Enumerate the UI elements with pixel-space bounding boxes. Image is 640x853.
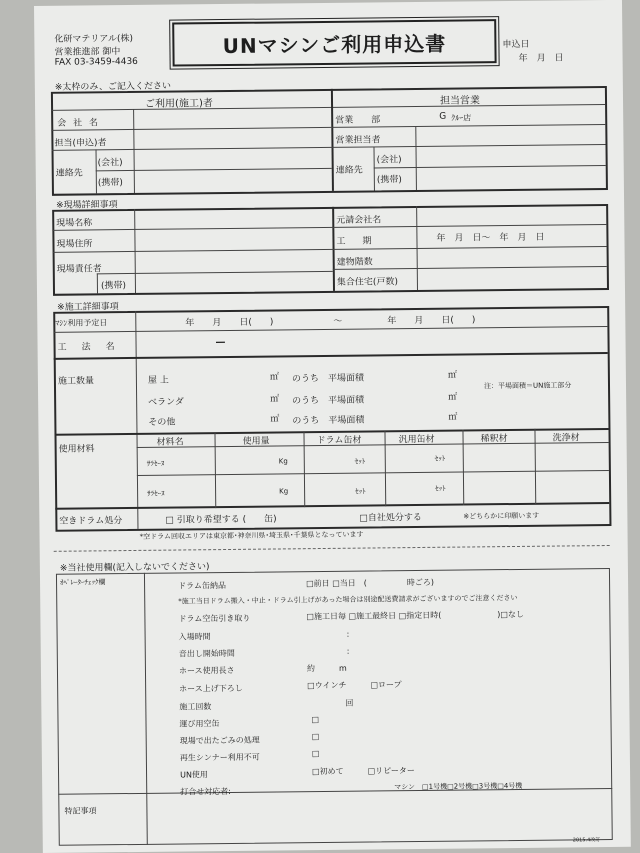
contractor-label: 元請会社名	[336, 215, 382, 226]
materials-label: 使用材料	[58, 444, 95, 455]
mat-header-thinner: 稀釈材	[480, 434, 508, 445]
sales-person-label: 営業担当者	[335, 135, 381, 146]
cut-line	[54, 545, 610, 552]
machine-date-label: ﾏｼﾝ利用予定日	[55, 318, 108, 328]
qty-text-roof: のうち 平場面積	[291, 373, 364, 385]
office-item-hose-length: ホース使用長さ	[178, 665, 235, 676]
site-section-label: ※現場詳細事項	[56, 200, 118, 211]
qty-unit-veranda: ㎡	[270, 394, 280, 405]
method-label: 工 法 名	[57, 342, 118, 353]
housing-label: 集合住宅(戸数)	[336, 277, 398, 288]
qty-unit2-veranda: ㎡	[448, 392, 458, 403]
mat-header-cleaner: 洗浄材	[552, 433, 580, 444]
drum-area-note: *空ドラム回収エリアは東京都･神奈川県･埼玉県･千葉県となっています	[139, 530, 364, 541]
mat-row2-general: ｾｯﾄ	[435, 484, 446, 493]
company-input[interactable]	[135, 109, 329, 128]
office-item-can-pickup: ドラム空缶引き取り	[178, 613, 251, 624]
office-check-thinner[interactable]: □	[311, 749, 320, 759]
disposal-self-option[interactable]: □自社処分する	[359, 512, 422, 524]
qty-place-roof: 屋 上	[147, 375, 169, 386]
department: 営業推進部 御中	[54, 47, 121, 58]
operator-check-label: ｵﾍﾟﾚｰﾀｰﾁｪｯｸ欄	[59, 578, 106, 587]
office-item-hose-lift: ホース上げ下ろし	[179, 683, 243, 694]
mat-row2-unit: Kg	[279, 487, 289, 496]
mat-header-name: 材料名	[156, 437, 184, 448]
person-label: 担当(申込)者	[54, 138, 107, 149]
special-notes-label: 特記事項	[64, 806, 97, 816]
mat-row1-unit: Kg	[278, 457, 288, 466]
office-value-entry-time[interactable]: :	[346, 629, 350, 639]
office-item-carry-can: 運び用空缶	[179, 719, 220, 729]
sales-company-input[interactable]	[418, 146, 604, 166]
qty-unit-roof: ㎡	[269, 372, 279, 383]
contact-label: 連絡先	[55, 168, 83, 179]
apply-date-label: 申込日	[502, 39, 530, 51]
office-item-entry-time: 入場時間	[178, 632, 211, 642]
person-input[interactable]	[135, 129, 329, 148]
period-value[interactable]: 年 月 日〜 年 月 日	[436, 232, 545, 244]
sales-group: G	[439, 111, 447, 122]
revision-code: 2015.4改訂	[572, 837, 601, 844]
user-header: ご利用(施工)者	[144, 98, 213, 110]
site-name-input[interactable]	[136, 209, 330, 228]
mat-header-general: 汎用缶材	[398, 434, 435, 446]
contact-mobile-sub: (携帯)	[97, 178, 123, 189]
office-value-drum-delivery[interactable]: □前日 □当日 ( 時ごろ)	[306, 577, 435, 589]
quantity-label: 施工数量	[57, 376, 95, 387]
qty-text-veranda: のうち 平場面積	[292, 395, 365, 407]
office-value-hose-lift[interactable]: □ウインチ □ロープ	[307, 680, 402, 691]
office-item-meeting-staff: 打合せ対応者:	[180, 786, 231, 797]
special-notes-input[interactable]	[148, 790, 610, 844]
mat-row1-general: ｾｯﾄ	[434, 454, 446, 463]
qty-unit-other: ㎡	[270, 414, 280, 425]
qty-text-other: のうち 平場面積	[292, 415, 365, 427]
mat-row2-drum: ｾｯﾄ	[355, 487, 366, 496]
fax-number: FAX 03-3459-4436	[54, 56, 138, 68]
office-value-un-use[interactable]: □初めて □リピーター	[311, 766, 415, 777]
sales-dept-label: 営業 部	[335, 115, 381, 126]
sales-mobile-sub: (携帯)	[376, 175, 402, 186]
office-item-thinner: 再生シンナー利用不可	[179, 752, 260, 763]
office-value-work-count[interactable]: 回	[345, 698, 354, 708]
period-label: 工 期	[336, 236, 376, 247]
housing-input[interactable]	[419, 268, 605, 287]
site-address-input[interactable]	[136, 229, 330, 250]
office-value-machine-no[interactable]: マシン □1号機□2号機□3号機□4号機	[394, 781, 523, 792]
mat-header-drum: ドラム缶材	[316, 435, 362, 447]
office-section-label: ※当社使用欄(記入しないでください)	[59, 562, 210, 574]
office-check-carry-can[interactable]: □	[311, 715, 320, 725]
sales-company-sub: (会社)	[376, 155, 402, 166]
qty-place-veranda: ベランダ	[148, 397, 184, 408]
machine-date-to[interactable]: 年 月 日( )	[387, 315, 476, 327]
site-name-label: 現場名称	[56, 218, 93, 229]
office-value-can-pickup[interactable]: □施工日毎 □施工最終日 □指定日時( )□なし	[306, 609, 525, 622]
sales-mobile-input[interactable]	[418, 167, 604, 187]
office-item-work-count: 施工回数	[179, 702, 212, 712]
mat-row1-drum: ｾｯﾄ	[354, 457, 366, 466]
sales-group-suffix: ｸﾙｰ店	[451, 113, 472, 123]
disposal-pickup-option[interactable]: □ 引取り希望する ( 缶)	[165, 514, 277, 526]
company-name: 化研マテリアル(株)	[54, 33, 134, 45]
office-item-sound-start: 音出し開始時間	[178, 648, 235, 659]
sales-contact-label: 連絡先	[335, 165, 363, 176]
sales-header: 担当営業	[439, 95, 481, 107]
contact-company-sub: (会社)	[97, 158, 123, 169]
machine-date-from[interactable]: 年 月 日( )	[185, 317, 274, 329]
office-check-waste[interactable]: □	[311, 732, 320, 742]
company-label: 会 社 名	[57, 118, 101, 129]
apply-date-ymd[interactable]: 年 月 日	[518, 53, 564, 64]
contact-mobile-input[interactable]	[136, 170, 330, 190]
contact-company-input[interactable]	[136, 149, 330, 169]
sales-person-input[interactable]	[417, 126, 603, 145]
qty-unit2-roof: ㎡	[447, 370, 457, 381]
disposal-note: ※どちらかに印願います	[463, 511, 540, 521]
thick-frame-note: ※太枠のみ、ご記入ください	[54, 81, 171, 93]
office-note-extra-fee: *施工当日ドラム搬入・中止・ドラム引上げがあった場合は別途配送費請求がございますのでご注意ください	[178, 593, 518, 606]
mat-header-amount: 使用量	[242, 436, 270, 447]
mat-row1-name: ｻﾗｾｰﾇ	[146, 459, 165, 468]
office-item-un-use: UN使用	[180, 770, 208, 780]
quantity-note: 注：平場面積＝UN施工部分	[483, 381, 572, 391]
machine-date-tilde: 〜	[333, 316, 343, 327]
qty-unit2-other: ㎡	[448, 412, 458, 423]
disposal-label: 空きドラム処分	[59, 516, 123, 527]
mat-row2-name: ｻﾗｾｰﾇ	[147, 489, 165, 498]
method-value[interactable]: —	[215, 337, 226, 349]
contractor-input[interactable]	[418, 206, 604, 225]
office-item-waste: 現場で出たごみの処理	[179, 735, 260, 746]
office-item-drum-delivery: ドラム缶納品	[178, 581, 227, 591]
site-address-label: 現場住所	[56, 239, 93, 250]
site-manager-mobile-sub: (携帯)	[100, 281, 127, 292]
form-title: UNマシンご利用申込書	[222, 31, 447, 59]
qty-place-other: その他	[148, 417, 176, 428]
site-manager-label: 現場責任者	[56, 264, 102, 275]
floors-label: 建物階数	[336, 257, 373, 268]
work-section-label: ※施工詳細事項	[57, 302, 119, 313]
form-sheet	[34, 0, 631, 853]
office-value-sound-start[interactable]: :	[346, 646, 350, 656]
floors-input[interactable]	[419, 248, 605, 267]
office-value-hose-length[interactable]: 約 m	[306, 663, 347, 674]
title-box	[172, 19, 496, 66]
